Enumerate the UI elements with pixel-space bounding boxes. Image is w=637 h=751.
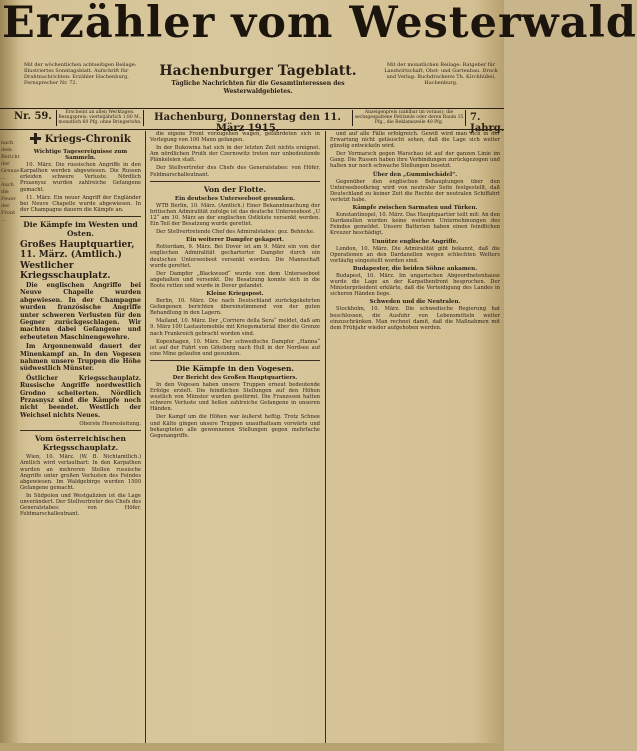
paper-name: Hachenburger Tageblatt. [159,63,357,79]
subheading: Der Bericht des Großen Hauptquartiers. [172,374,298,381]
article-paragraph: die eigene Front vorzugehen wagen, gefährdeten sich in Verlegung von 100 Mann gefangen. [150,131,320,144]
subhead [0,62,504,108]
tagline: Tägliche Nachrichten für die Gesamtinteressen des Westerwaldgebietes. [171,80,345,95]
column-3 [330,131,500,746]
article-paragraph: Der Stellvertreter des Chefs des Generalstabes: von Höfer, Feldmarschalleutnant. [150,165,320,178]
article-paragraph: London, 10. März. Die Admiralität gibt bekannt, daß die Operationen an den Dardanellen wegen schlechten Wetters vorläufig eingestellt worden sind. [330,245,500,264]
subhead-right: Mit der monatlichen Beilage: Ratgeber für Landwirtschaft, Obst- und Gartenbau. Druck und Verlag: Buchdruckerei Th. Kirchhübel, Hachenburg. [384,62,498,86]
subscription-info: Erscheint an allen Werktagen. Bezugspreis: vierteljährlich 1,80 M., monatlich 60 Pfg. ohne Bringerlohn. [56,110,144,126]
page-bottom-edge [0,743,504,751]
subheading: Ein deutsches Unterseeboot gesunken. [174,195,296,202]
report-heading: Großes Hauptquartier, 11. März. (Amtlich.) Westlicher Kriegsschauplatz. [20,239,135,282]
chronicle-sub: Wichtige Tagesereignisse zum Sammeln. [33,149,128,162]
subheading: Unnütze englische Angriffe. [371,238,459,245]
subheading: Kämpfe zwischen Sarmaten und Türken. [352,205,478,212]
chronicle-title: Kriegs-Chronik [44,134,131,145]
subheading: Kleine Kriegspost. [206,290,264,297]
volume-year: 7. Jahrg. [470,112,505,134]
section-heading: Von der Flotte. [203,184,267,194]
article-paragraph: Der Dampfer „Blackwood“ wurde von dem Unterseeboot angehalten und versenkt. Die Besatzung konnte sich in die Boote retten und wurde in Dover gelandet. [150,270,320,289]
article-paragraph: Berlin, 10. März. Die nach Deutschland zurückgekehrten Gefangenen berichten übereinstimmend von der guten Behandlung in den Lagern. [150,298,320,317]
divider [20,430,141,431]
subhead-center [140,62,376,96]
divider [150,360,320,361]
iron-cross-icon [30,133,41,144]
article-paragraph: Östlicher Kriegsschauplatz. Russische Angriffe nordwestlich Grodno scheiterten. Nördlich Przasnysz sind die Kämpfe noch nicht beendet. Westlich der Weichsel nichts Neues. [20,374,141,419]
subhead-left: Mit der wöchentlichen achtseitigen Beilage: Illustriertes Sonntagsblatt. Aufschrift für Drahtnachrichten: Erzähler Hachenburg. Fernsprecher Nr. 72. [24,62,137,86]
issue-date: Hachenburg, Donnerstag den 11. März 1915. [154,112,341,134]
section-heading: Die Kämpfe in den Vogesen. [175,363,295,373]
masthead-title: Erzähler vom Westerwald [2,0,637,48]
article-paragraph: Gegenüber den englischen Behauptungen über den Unterseebootkrieg wird von neutraler Seite festgestellt, daß Deutschland zu keiner Zeit die Rechte der neutralen Schiffahrt verletzt habe. [330,178,500,203]
column-rule [145,131,146,746]
article-paragraph: Die englischen Angriffe bei Neuve Chapelle wurden abgewiesen. In der Champagne wurden französische Angriffe unter schweren Verlusten für den Gegner zurückgeschlagen. Wir machten dabei Gefangene und erbeuteten Maschinengewehre. [20,281,141,341]
article-paragraph: 10. März. Die russischen Angriffe in den Karpathen werden abgewiesen. Die Russen erleiden schwere Verluste. Nördlich Przasnysz wurden zahlreiche Gefangene gemacht. [20,162,141,193]
masthead [0,0,637,62]
divider [20,216,141,217]
divider [150,181,320,182]
article-paragraph: Kopenhagen, 10. März. Der schwedische Dampfer „Hanna“ ist auf der Fahrt von Göteborg nach Hull in der Nordsee auf eine Mine gelaufen und gesunken. [150,338,320,357]
article-paragraph: Konstantinopel, 10. März. Das Hauptquartier teilt mit: An den Dardanellen wurden keine weiteren Unternehmungen des Feindes gemeldet. Unsere Batterien haben einen feindlichen Kreuzer beschädigt. [330,212,500,237]
subheading: Ein weiterer Dampfer gekapert. [186,237,284,244]
article-paragraph: und auf alle Fälle erfolgreich. Gewiß wird man sich in der Erwartung nicht getäuscht sehen, daß die Lage sich weiter günstig entwickeln wird. [330,131,500,150]
article-paragraph: Im Argonnenwald dauert der Minenkampf an. In den Vogesen nahmen unsere Truppen die Höhe südwestlich Münster. [20,343,141,373]
article-paragraph: Wien, 10. März. (W. B. Nichtamtlich.) Amtlich wird verlautbart: In den Karpathen wurden an mehreren Stellen russische Angriffe unter großen Verlusten des Feindes abgewiesen. Im Waldgebirge wurden 1500 Gefangene gemacht. [20,454,141,491]
subheading: Budapester, die beiden Söhne ankamen. [352,265,478,272]
article-paragraph: 11. März. Ein neuer Angriff der Engländer bei Neuve Chapelle wurde abgewiesen. In der Champagne dauern die Kämpfe an. [20,194,141,213]
column-2 [150,131,320,746]
column-1 [20,131,141,746]
article-paragraph: Mailand, 10. März. Der „Corriere della Sera“ meldet, daß am 9. März 100 Lastautomobile mit Kriegsmaterial über die Grenze nach Frankreich gebracht worden sind. [150,318,320,337]
article-paragraph: Rotterdam, 9. März. Bei Dover ist am 9. März ein von der englischen Admiralität gecharterter Dampfer durch ein deutsches Unterseeboot versenkt worden. Die Mannschaft wurde gerettet. [150,244,320,269]
column-rule [325,131,326,746]
article-paragraph: In den Vogesen haben unsere Truppen erneut bedeutende Erfolge erzielt. Die feindlichen Stellungen auf den Höhen westlich von Münster wurden gestürmt. Die Franzosen hatten schwere Verluste und ließen zahlreiche Gefangene in unseren Händen. [150,382,320,413]
issue-number: Nr. 59. [14,111,52,122]
dateline [0,108,505,134]
edge-text: nach dem Bericht der Grenze ... Auch die Feuer der Front ... [1,140,20,223]
chronicle-heading [20,133,141,146]
article-paragraph: In Südpolen und Westgalizien ist die Lage unverändert. Der Stellvertreter des Chefs des Generalstabes: von Höfer, Feldmarschalleutnant. [20,492,141,518]
subheading: Schweden und die Neutralen. [369,299,461,306]
article-paragraph: Der Stellvertretende Chef des Admiralstabes: gez. Behncke. [156,229,315,236]
section-heading: Die Kämpfe im Westen und Osten. [23,219,138,238]
subheading: Über den „Gummischädel“. [372,171,458,178]
article-paragraph: Budapest, 10. März. Im ungarischen Abgeordnetenhause wurde die Lage an der Karpathenfront besprochen. Der Ministerpräsident erklärte, daß die Verteidigung des Landes in sicheren Händen liege. [330,272,500,298]
ad-price-info: Anzeigenpreis (zahlbar im voraus): die sechsgespaltene Petitzeile oder deren Raum 15 Pfg., die Reklamezeile 40 Pfg. [352,110,466,126]
section-heading: Vom österreichischen Kriegsschauplatz. [35,434,126,453]
article-paragraph: Der Vormarsch gegen Warschau ist auf der ganzen Linie im Gang. Die Russen haben ihre Verbindungen zurückgezogen und halten nur noch schwache Stellungen besetzt. [330,151,500,170]
article-paragraph: Der Kampf um die Höhen war äußerst heftig. Trotz Schnee und Kälte gingen unsere Truppen unaufhaltsam vorwärts und behaupteten alle gewonnenen Stellungen gegen mehrfache Gegenangriffe. [150,414,320,439]
article-paragraph: Stockholm, 10. März. Die schwedische Regierung hat beschlossen, die Ausfuhr von Lebensmitteln weiter einzuschränken. Man rechnet damit, daß die Maßnahmen mit dem Frühjahr wieder aufgehoben werden. [330,306,500,331]
article-paragraph: In der Bukowina hat sich in der letzten Zeit nichts ereignet. Am nördlichen Pruth der Czernowitz treten nur unbedeutende Plänkeleien statt. [150,145,320,164]
article-paragraph: WTB Berlin, 10. März. (Amtlich.) Einer Bekanntmachung der britischen Admiralität zufolge ist das deutsche Unterseeboot „U 12“ am 10. März an der englischen Ostküste versenkt worden. Ein Teil der Besatzung wurde gerettet. [150,202,320,228]
signature: Oberste Heeresleitung. [79,421,141,428]
